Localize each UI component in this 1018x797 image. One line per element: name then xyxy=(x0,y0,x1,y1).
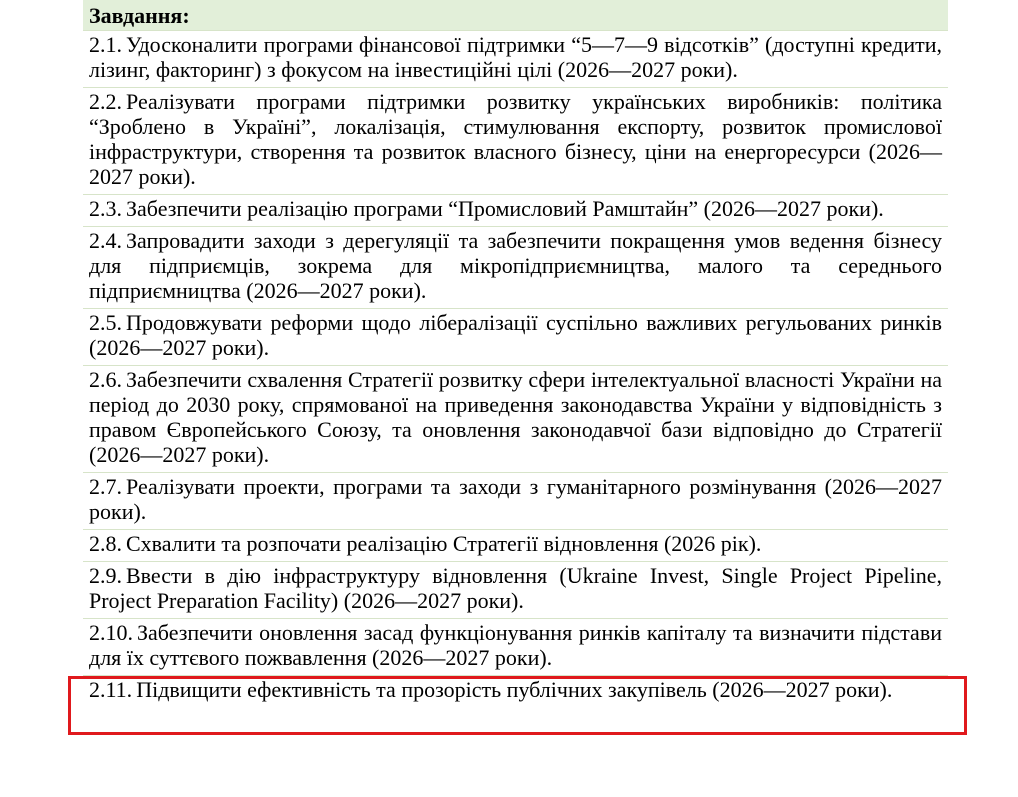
task-item-2-2 xyxy=(83,87,948,194)
task-item-2-9 xyxy=(83,561,948,618)
task-text: Ввести в дію інфраструктуру відновлення (Ukraine Invest, Single Project Pipeline, Project Preparation Facility) (2026—2027 роки). xyxy=(89,563,942,613)
task-item-2-5 xyxy=(83,308,948,365)
task-text: Підвищити ефективність та прозорість публічних закупівель (2026—2027 роки). xyxy=(136,677,893,702)
task-text: Удосконалити програми фінансової підтримки “5—7—9 відсотків” (доступні кредити, лізинг, факторинг) з фокусом на інвестиційні цілі (2026—2027 роки). xyxy=(89,32,942,82)
task-number: 2.6. xyxy=(89,367,122,392)
task-item-2-11 xyxy=(83,675,948,707)
task-item-2-1 xyxy=(83,30,948,87)
task-number: 2.7. xyxy=(89,474,122,499)
task-document xyxy=(83,0,948,797)
task-text: Реалізувати проекти, програми та заходи з гуманітарного розмінування (2026—2027 роки). xyxy=(89,474,942,524)
task-text: Забезпечити схвалення Стратегії розвитку сфери інтелектуальної власності України на період до 2030 року, спрямованої на приведення законодавства України у відповідність з правом Європейського Союзу, та оновлення законодавчої бази відповідно до Стратегії (2026—2027 роки). xyxy=(89,367,942,467)
task-number: 2.8. xyxy=(89,531,122,556)
section-title: Завдання: xyxy=(89,3,190,28)
task-text: Забезпечити реалізацію програми “Промисловий Рамштайн” (2026—2027 роки). xyxy=(126,196,884,221)
task-number: 2.9. xyxy=(89,563,122,588)
task-number: 2.1. xyxy=(89,32,122,57)
task-number: 2.10. xyxy=(89,620,133,645)
task-text: Реалізувати програми підтримки розвитку українських виробників: політика “Зроблено в Україні”, локалізація, стимулювання експорту, розвиток промислової інфраструктури, створення та розвиток власного бізнесу, ціни на енергоресурси (2026—2027 роки). xyxy=(89,89,942,189)
task-number: 2.5. xyxy=(89,310,122,335)
task-item-2-8 xyxy=(83,529,948,561)
task-number: 2.3. xyxy=(89,196,122,221)
task-number: 2.11. xyxy=(89,677,133,702)
task-item-2-4 xyxy=(83,226,948,308)
section-header xyxy=(83,0,948,30)
task-number: 2.2. xyxy=(89,89,122,114)
task-number: 2.4. xyxy=(89,228,122,253)
task-text: Схвалити та розпочати реалізацію Стратегії відновлення (2026 рік). xyxy=(126,531,762,556)
task-text: Забезпечити оновлення засад функціонування ринків капіталу та визначити підстави для їх суттєвого пожвавлення (2026—2027 роки). xyxy=(89,620,942,670)
task-item-2-7 xyxy=(83,472,948,529)
task-item-2-3 xyxy=(83,194,948,226)
task-text: Запровадити заходи з дерегуляції та забезпечити покращення умов ведення бізнесу для підприємців, зокрема для мікропідприємництва, малого та середнього підприємництва (2026—2027 роки). xyxy=(89,228,942,303)
task-text: Продовжувати реформи щодо лібералізації суспільно важливих регульованих ринків (2026—2027 роки). xyxy=(89,310,942,360)
task-item-2-6 xyxy=(83,365,948,472)
task-item-2-10 xyxy=(83,618,948,675)
